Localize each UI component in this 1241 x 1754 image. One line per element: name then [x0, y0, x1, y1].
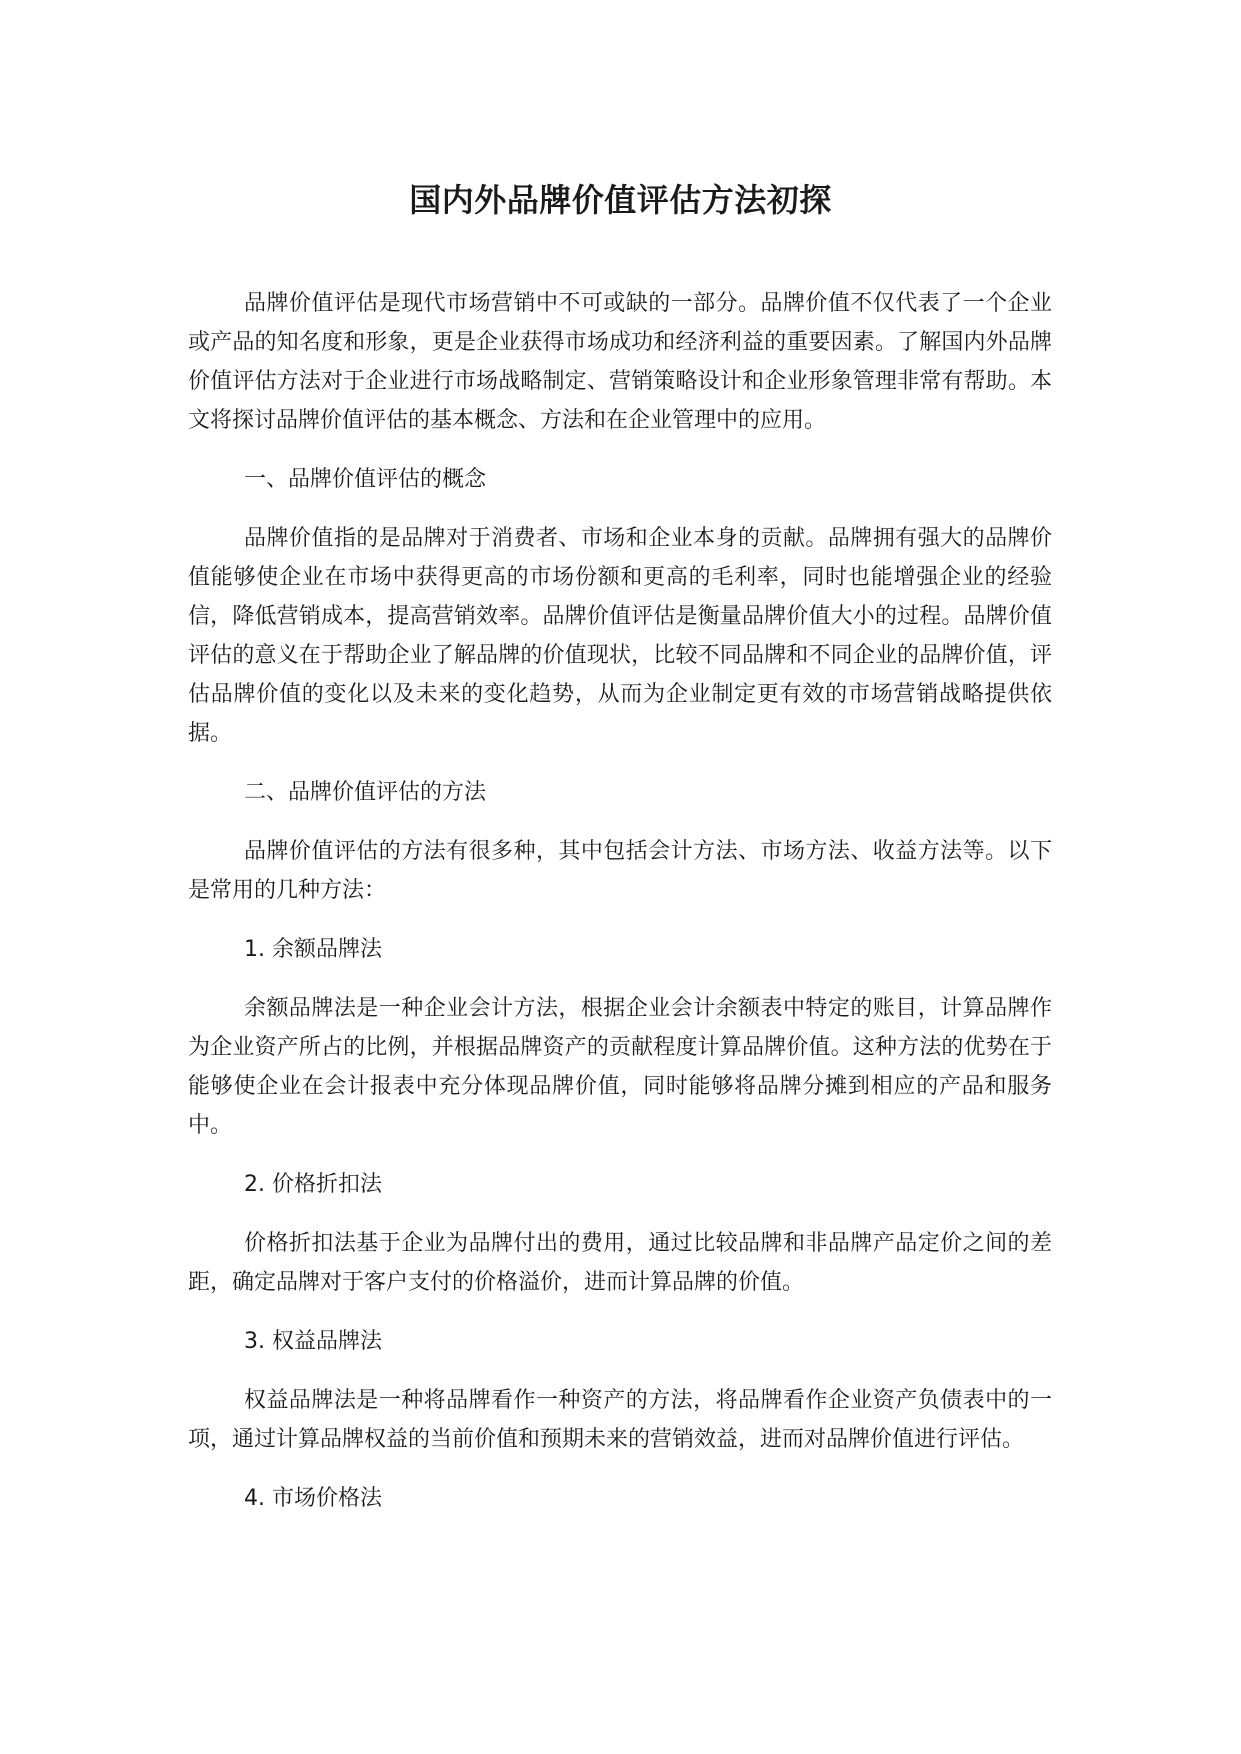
method-heading-equity: 3. 权益品牌法: [244, 1329, 382, 1354]
method-heading-market-price: 4. 市场价格法: [244, 1486, 382, 1511]
method-heading-balance: 1. 余额品牌法: [244, 937, 382, 962]
intro-paragraph: 品牌价值评估是现代市场营销中不可或缺的一部分。品牌价值不仅代表了一个企业或产品的知名度和形象，更是企业获得市场成功和经济利益的重要因素。了解国内外品牌价值评估方法对于企业进行市场战略制定、营销策略设计和企业形象管理非常有帮助。本文将探讨品牌价值评估的基本概念、方法和在企业管理中的应用。: [188, 291, 1052, 433]
section-heading-concept: 一、品牌价值评估的概念: [244, 467, 487, 492]
method-paragraph-balance: 余额品牌法是一种企业会计方法，根据企业会计余额表中特定的账目，计算品牌作为企业资产所占的比例，并根据品牌资产的贡献程度计算品牌价值。这种方法的优势在于能够使企业在会计报表中充分体现品牌价值，同时能够将品牌分摊到相应的产品和服务中。: [188, 996, 1052, 1138]
method-paragraph-equity: 权益品牌法是一种将品牌看作一种资产的方法，将品牌看作企业资产负债表中的一项，通过计算品牌权益的当前价值和预期未来的营销效益，进而对品牌价值进行评估。: [188, 1388, 1052, 1452]
section-paragraph-concept: 品牌价值指的是品牌对于消费者、市场和企业本身的贡献。品牌拥有强大的品牌价值能够使企业在市场中获得更高的市场份额和更高的毛利率，同时也能增强企业的经验信，降低营销成本，提高营销效率。品牌价值评估是衡量品牌价值大小的过程。品牌价值评估的意义在于帮助企业了解品牌的价值现状，比较不同品牌和不同企业的品牌价值，评估品牌价值的变化以及未来的变化趋势，从而为企业制定更有效的市场营销战略提供依据。: [188, 526, 1052, 746]
document-body: [188, 284, 1052, 1538]
method-paragraph-price-discount: 价格折扣法基于企业为品牌付出的费用，通过比较品牌和非品牌产品定价之间的差距，确定品牌对于客户支付的价格溢价，进而计算品牌的价值。: [188, 1231, 1052, 1295]
method-heading-price-discount: 2. 价格折扣法: [244, 1172, 382, 1197]
section-heading-methods: 二、品牌价值评估的方法: [244, 780, 487, 805]
page-title: 国内外品牌价值评估方法初探: [409, 181, 832, 219]
section-paragraph-methods: 品牌价值评估的方法有很多种，其中包括会计方法、市场方法、收益方法等。以下是常用的几种方法：: [188, 839, 1052, 903]
